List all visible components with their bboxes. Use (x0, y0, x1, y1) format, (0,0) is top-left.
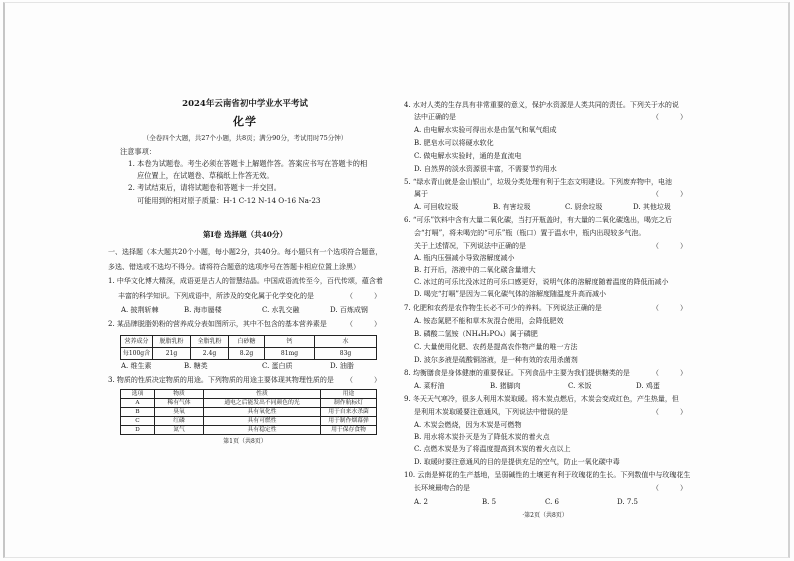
question-2-option-d: D. 油脂 (330, 362, 354, 370)
question-5-option-c: C. 厨余垃圾 (565, 203, 603, 211)
section-instructions: 一、选择题（本大题共20个小题，每小题2分，共40分。每小题只有一个选项符合题意， (108, 248, 383, 256)
table-cell: 具有可燃性 (204, 417, 321, 426)
question-5-option-d: D. 其他垃圾 (633, 203, 671, 211)
answer-bracket: （ ） (346, 376, 381, 384)
table-row (121, 348, 377, 360)
question-1-option-c: C. 水乳交融 (262, 306, 300, 314)
question-5-stem: 5. “绿水青山就是金山银山”，垃圾分类处理有利于生态文明建设。下列废弃物中，电池 (404, 178, 673, 186)
table-cell: 83g (315, 348, 377, 360)
table-header-cell: 营养成分 (121, 336, 153, 348)
question-8-option-a: A. 菜籽油 (414, 382, 445, 390)
question-10-option-b: B. 5 (482, 498, 497, 506)
question-1-option-d: D. 百炼成钢 (330, 306, 368, 314)
table-header-cell: 物质 (155, 390, 204, 399)
question-4-option-c: C. 做电解水实验时，通的是直流电 (414, 152, 522, 160)
notice-item-2: 2. 考试结束后，请将试题卷和答题卡一并交回。 (128, 183, 281, 192)
question-6-stem-cont: 关于上述情况，下列说法中正确的是 (414, 242, 526, 250)
table-cell: 81mg (265, 348, 315, 360)
question-10-stem-cont: 长环境最吻合的是 (414, 484, 470, 492)
table-cell: 制作航标灯 (321, 399, 377, 408)
notice-item-1: 1. 本卷为试题卷。考生必须在答题卡上解题作答。答案应书写在答题卡的相 (128, 159, 368, 168)
table-cell: 稀有气体 (155, 399, 204, 408)
question-9-stem-cont: 是利用木炭取暖要注意通风，下列说法中错误的是 (414, 408, 568, 416)
table-cell: 用于保存食物 (321, 426, 377, 435)
question-9-stem: 9. 冬天天气寒冷，很多人利用木炭取暖。将木炭点燃后，木炭会变成红色，产生热量，但 (404, 395, 679, 403)
table-header-cell: 脱脂乳粉 (153, 336, 191, 348)
question-6-stem: 6. “可乐”饮料中含有大量二氧化碳，当打开瓶盖时，有大量的二氧化碳逸出，喝完之后 (404, 216, 673, 224)
question-6-stem-cont: 会“打嗝”，将未喝完的“可乐”瓶（瓶口）置于温水中，瓶内出现较多气泡。 (414, 229, 646, 237)
table-cell: 用于制作烟幕弹 (321, 417, 377, 426)
question-1-stem-cont: 丰富的科学知识。下列成语中，所涉及的变化属于化学变化的是 (118, 292, 314, 300)
question-2-option-c: C. 蛋白质 (262, 362, 293, 370)
question-7-stem: 7. 化肥和农药是农作物生长必不可少的养料。下列说法正确的是 (404, 304, 602, 312)
question-6-option-c: C. 冰过的可乐比没冰过的可乐口感更好，说明气体的溶解度随着温度的降低而减小 (414, 278, 669, 286)
answer-bracket: （ ） (652, 113, 687, 121)
table-header-cell: 用途 (321, 390, 377, 399)
table-cell: 红磷 (155, 417, 204, 426)
question-1-stem: 1. 中华文化博大精深，成语更是古人的智慧结晶。中国成语流传至今，百代传颂，蕴含着 (108, 277, 383, 285)
table-header-row (121, 336, 377, 348)
table-cell: 具有氧化性 (204, 408, 321, 417)
question-8-option-d: D. 鸡蛋 (636, 382, 660, 390)
answer-bracket: （ ） (652, 190, 687, 198)
question-10-option-a: A. 2 (414, 498, 428, 506)
answer-bracket: （ ） (652, 304, 687, 312)
section-title: 第Ⅰ卷 选择题（共40分） (202, 230, 288, 239)
question-8-stem: 8. 均衡膳食是身体健康的重要保证。下列食品中主要为我们提供糖类的是 (404, 369, 630, 377)
table-cell: D (121, 426, 155, 435)
section-instructions-cont: 多选、错选或不选均不得分。请将符合题意的选项序号在答题卡相应位置上涂黑） (108, 263, 360, 271)
table-header-cell: 钙 (265, 336, 315, 348)
question-2-option-a: A. 维生素 (121, 362, 152, 370)
question-5-option-b: B. 有害垃圾 (493, 203, 531, 211)
table-header-cell: 性质 (204, 390, 321, 399)
table-cell: 用于自来水杀菌 (321, 408, 377, 417)
question-4-stem-cont: 法中正确的是 (414, 113, 456, 121)
question-5-stem-cont: 属于 (414, 190, 428, 198)
table-cell: 21g (153, 348, 191, 360)
question-1-option-b: B. 海市蜃楼 (184, 306, 222, 314)
table-row (121, 408, 377, 417)
question-4-option-b: B. 肥皂水可以将硬水软化 (414, 139, 494, 147)
question-7-option-c: C. 大量使用化肥、农药是提高农作物产量的唯一方法 (414, 343, 578, 351)
question-4-option-d: D. 自然界的淡水资源很丰富，不需要节约用水 (414, 165, 557, 173)
question-2-option-b: B. 糖类 (184, 362, 208, 370)
page-footer: 第1页（共8页） (223, 438, 267, 445)
question-6-option-a: A. 瓶内压强减小导致溶解度减小 (414, 254, 515, 262)
question-7-option-d: D. 波尔多液是硫酸铜溶液，是一种有效的农用杀菌剂 (414, 356, 578, 364)
question-9-option-c: C. 点燃木炭是为了将温度提高到木炭的着火点以上 (414, 445, 571, 453)
table-row (121, 399, 377, 408)
table-header-cell: 水 (315, 336, 377, 348)
nutrition-table (120, 335, 377, 360)
answer-bracket: （ ） (346, 320, 381, 328)
question-8-option-b: B. 猪脚肉 (490, 382, 521, 390)
question-6-option-b: B. 打开后，溶液中的二氧化碳含量增大 (414, 266, 536, 274)
table-header-cell: 选项 (121, 390, 155, 399)
question-7-option-a: A. 铵态氮肥不能和草木灰混合使用，会降低肥效 (414, 317, 564, 325)
table-cell: 具有稳定性 (204, 426, 321, 435)
question-10-option-c: C. 6 (545, 498, 560, 506)
question-4-stem: 4. 水对人类的生存具有非常重要的意义，保护水资源是人类共同的责任。下列关于水的说 (404, 101, 679, 109)
table-cell: 每100g含 (121, 348, 153, 360)
table-cell: 2.4g (191, 348, 229, 360)
question-1-option-a: A. 披荆斩棘 (121, 306, 159, 314)
notice-heading: 注意事项： (120, 147, 156, 156)
question-4-option-a: A. 由电解水实验可得出水是由氢气和氧气组成 (414, 126, 557, 134)
table-cell: B (121, 408, 155, 417)
table-cell: 氮气 (155, 426, 204, 435)
question-8-option-c: C. 米饭 (568, 382, 592, 390)
question-3-stem: 3. 物质的性质决定物质的用途。下列物质的用途主要体现其物理性质的是 (108, 376, 334, 384)
question-6-option-d: D. 喝完“打嗝”是因为二氧化碳气体的溶解度随温度升高而减小 (414, 290, 606, 298)
table-cell: 8.2g (229, 348, 265, 360)
question-9-option-d: D. 取暖时要注意通风的目的是提供充足的空气，防止一氧化碳中毒 (414, 458, 620, 466)
question-9-option-b: B. 用水将木炭扑灭是为了降低木炭的着火点 (414, 433, 550, 441)
table-cell: A (121, 399, 155, 408)
answer-bracket: （ ） (652, 369, 687, 377)
exam-info-note: （全卷四个大题，共27个小题，共8页；满分90分，考试用时75分钟） (142, 134, 348, 142)
question-10-option-d: D. 7.5 (617, 498, 638, 506)
answer-bracket: （ ） (652, 408, 687, 416)
answer-bracket: （ ） (652, 242, 687, 250)
question-10-stem: 10. 云南是鲜花的生产基地，呈弱碱性的土壤更有利于玫瑰花的生长。下列数值中与玫瑰花生 (404, 471, 691, 479)
table-header-cell: 白砂糖 (229, 336, 265, 348)
question-7-option-b: B. 磷酸二氢铵（NH₄H₂PO₄）属于磷肥 (414, 330, 538, 338)
table-header-row (121, 390, 377, 399)
question-9-option-a: A. 木炭会燃烧，因为木炭是可燃物 (414, 421, 522, 429)
table-cell: C (121, 417, 155, 426)
question-5-option-a: A. 可回收垃圾 (414, 203, 459, 211)
table-row (121, 426, 377, 435)
table-cell: 臭氧 (155, 408, 204, 417)
table-cell: 通电之后能发出不同颜色的光 (204, 399, 321, 408)
subject-title: 化学 (233, 115, 257, 128)
answer-bracket: （ ） (652, 484, 687, 492)
question-2-stem: 2. 某品牌脱脂奶粉的营养成分表如图所示，其中不包含的基本营养素是 (108, 320, 327, 328)
atomic-masses: 可能用到的相对原子质量：H-1 C-12 N-14 O-16 Na-23 (137, 196, 321, 205)
page-footer: ·第2页（共8页） (522, 512, 568, 519)
answer-bracket: （ ） (346, 292, 381, 300)
table-row (121, 417, 377, 426)
property-use-table (120, 389, 377, 435)
exam-title: 2024年云南省初中学业水平考试 (182, 99, 308, 109)
notice-item-1-cont: 应位置上，在试题卷、草稿纸上作答无效。 (137, 171, 274, 180)
table-header-cell: 全脂乳粉 (191, 336, 229, 348)
